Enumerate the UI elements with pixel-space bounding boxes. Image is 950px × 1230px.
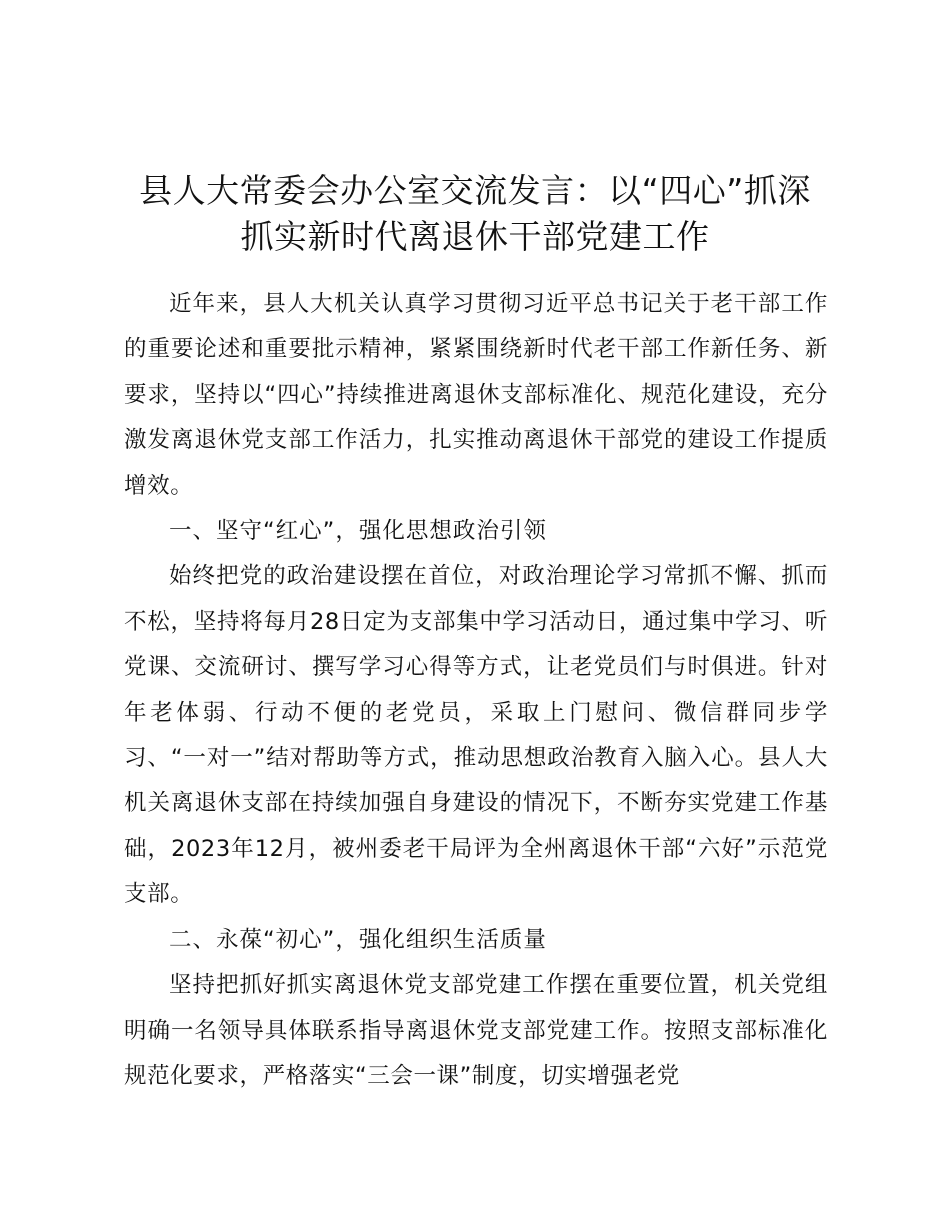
- document-title: [100, 168, 850, 260]
- intro-paragraph: 近年来，县人大机关认真学习贯彻习近平总书记关于老干部工作的重要论述和重要批示精神，紧紧围绕新时代老干部工作新任务、新要求，坚持以“四心”持续推进离退休支部标准化、规范化建设，充分激发离退休党支部工作活力，扎实推动离退休干部党的建设工作提质增效。: [124, 291, 828, 499]
- section-1-paragraph: 始终把党的政治建设摆在首位，对政治理论学习常抓不懈、抓而不松，坚持将每月28日定为支部集中学习活动日，通过集中学习、听党课、交流研讨、撰写学习心得等方式，让老党员们与时俱进。针对年老体弱、行动不便的老党员，采取上门慰问、微信群同步学习、“一对一”结对帮助等方式，推动思想政治教育入脑入心。县人大机关离退休支部在持续加强自身建设的情况下，不断夯实党建工作基础，2023年12月，被州委老干局评为全州离退休干部“六好”示范党支部。: [124, 563, 828, 908]
- document-body: [124, 282, 828, 1099]
- title-line-1: 县人大常委会办公室交流发言：以“四心”抓深: [139, 171, 811, 210]
- section-2-paragraph: 坚持把抓好抓实离退休党支部党建工作摆在重要位置，机关党组明确一名领导具体联系指导离退休党支部党建工作。按照支部标准化规范化要求，严格落实“三会一课”制度，切实增强老党: [124, 972, 828, 1089]
- title-line-2: 抓实新时代离退休干部党建工作: [240, 217, 710, 256]
- section-heading-2: 二、永葆“初心”，强化组织生活质量: [169, 926, 547, 953]
- section-heading-1: 一、坚守“红心”，强化思想政治引领: [169, 518, 547, 545]
